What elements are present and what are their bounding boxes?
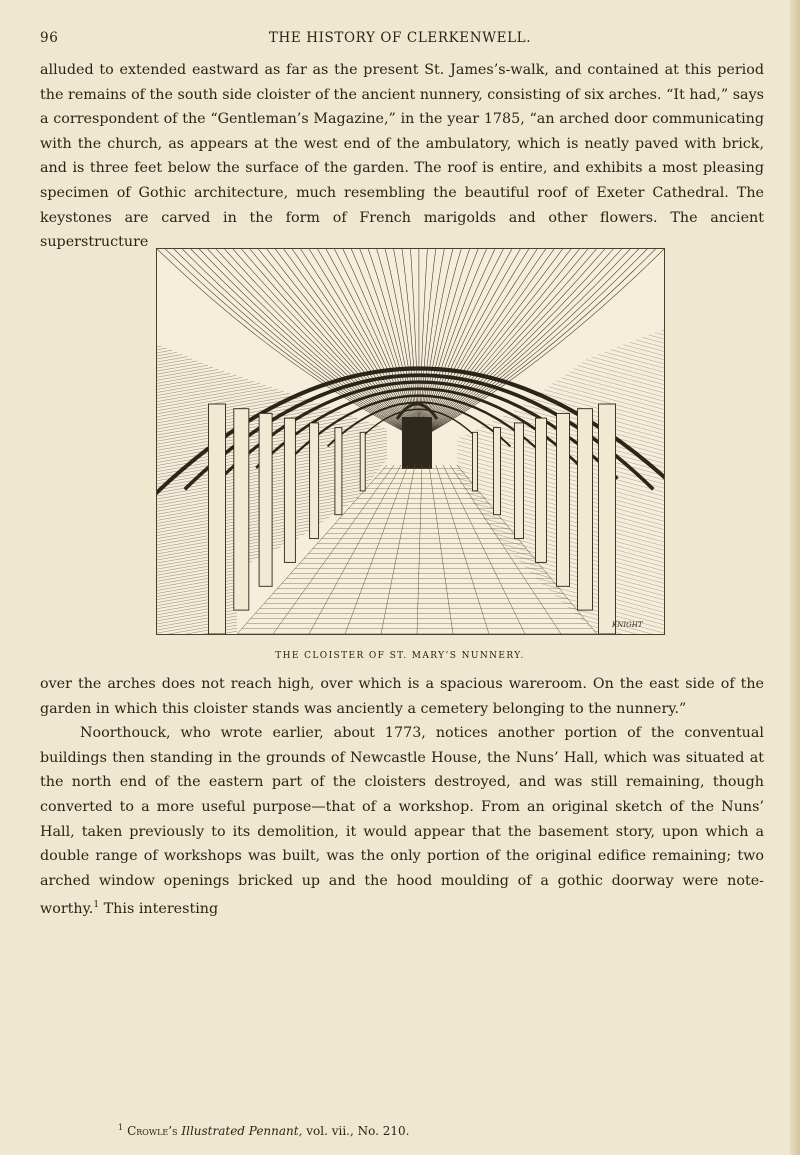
footnote <box>118 1123 409 1138</box>
column <box>557 413 570 586</box>
column <box>599 404 616 634</box>
figure-caption: THE CLOISTER OF ST. MARY’S NUNNERY. <box>275 651 525 661</box>
footnote-author: Crowle’s <box>127 1124 178 1138</box>
column <box>335 428 342 515</box>
column <box>515 423 524 539</box>
cloister-engraving <box>156 248 665 635</box>
column <box>473 432 478 491</box>
footnote-title: Illustrated Pennant, <box>181 1124 303 1138</box>
column <box>259 413 272 586</box>
column <box>284 418 295 562</box>
column <box>234 409 249 610</box>
page-header <box>40 30 760 50</box>
column <box>209 404 226 634</box>
paragraph-bottom-part2: Noorthouck, who wrote earlier, about 1773, notices another portion of the conventual buildings then standing in the grounds of Newcastle House, the Nuns’ Hall, which was situated at the north end of the eastern part of the cloisters destroyed, and was still remaining, though converted to a more useful purpose—that of a workshop. From an original sketch of the Nuns’ Hall, taken previously to its demolition, it would appear that the basement story, upon which a double range of workshops was built, was the only portion of the original edifice remaining; two arched window openings bricked up and the hood moulding of a gothic doorway were note-worthy. <box>40 725 764 918</box>
engraver-signature: KNIGHT <box>612 621 643 629</box>
column <box>310 423 319 539</box>
footnote-rest: vol. vii., No. 210. <box>306 1124 410 1138</box>
footnote-mark: 1 <box>118 1123 124 1132</box>
paragraph-bottom-part3: This interesting <box>99 901 219 918</box>
column <box>360 432 365 491</box>
end-doorway <box>402 417 432 469</box>
page-edge <box>790 0 800 1155</box>
column <box>536 418 547 562</box>
paragraph-top: alluded to extended eastward as far as the present St. James’s-walk, and contained at this period the remains of the south side cloister of the ancient nunnery, consisting of six arches. “It had,” says a correspondent of the “Gentleman’s Magazine,” in the year 1785, “an arched door communicating with the church, as appears at the west end of the ambulatory, which is neatly paved with brick, and is three feet below the surface of the garden. The roof is entire, and exhibits a most pleasing specimen of Gothic architecture, much resembling the beautiful roof of Exeter Cathedral. The keystones are carved in the form of French marigolds and other flowers. The ancient superstructure <box>40 62 764 251</box>
footnote-reference: 1 <box>93 900 100 911</box>
column <box>494 428 501 515</box>
running-title: THE HISTORY OF CLERKENWELL. <box>268 30 532 46</box>
page-number: 96 <box>40 30 59 46</box>
paragraph-bottom <box>40 672 764 922</box>
paragraph-bottom-part1: over the arches does not reach high, over which is a spacious wareroom. On the east side of the garden in which this cloister stands was anciently a cemetery belonging to the nunnery.” <box>40 676 764 717</box>
column <box>578 409 593 610</box>
